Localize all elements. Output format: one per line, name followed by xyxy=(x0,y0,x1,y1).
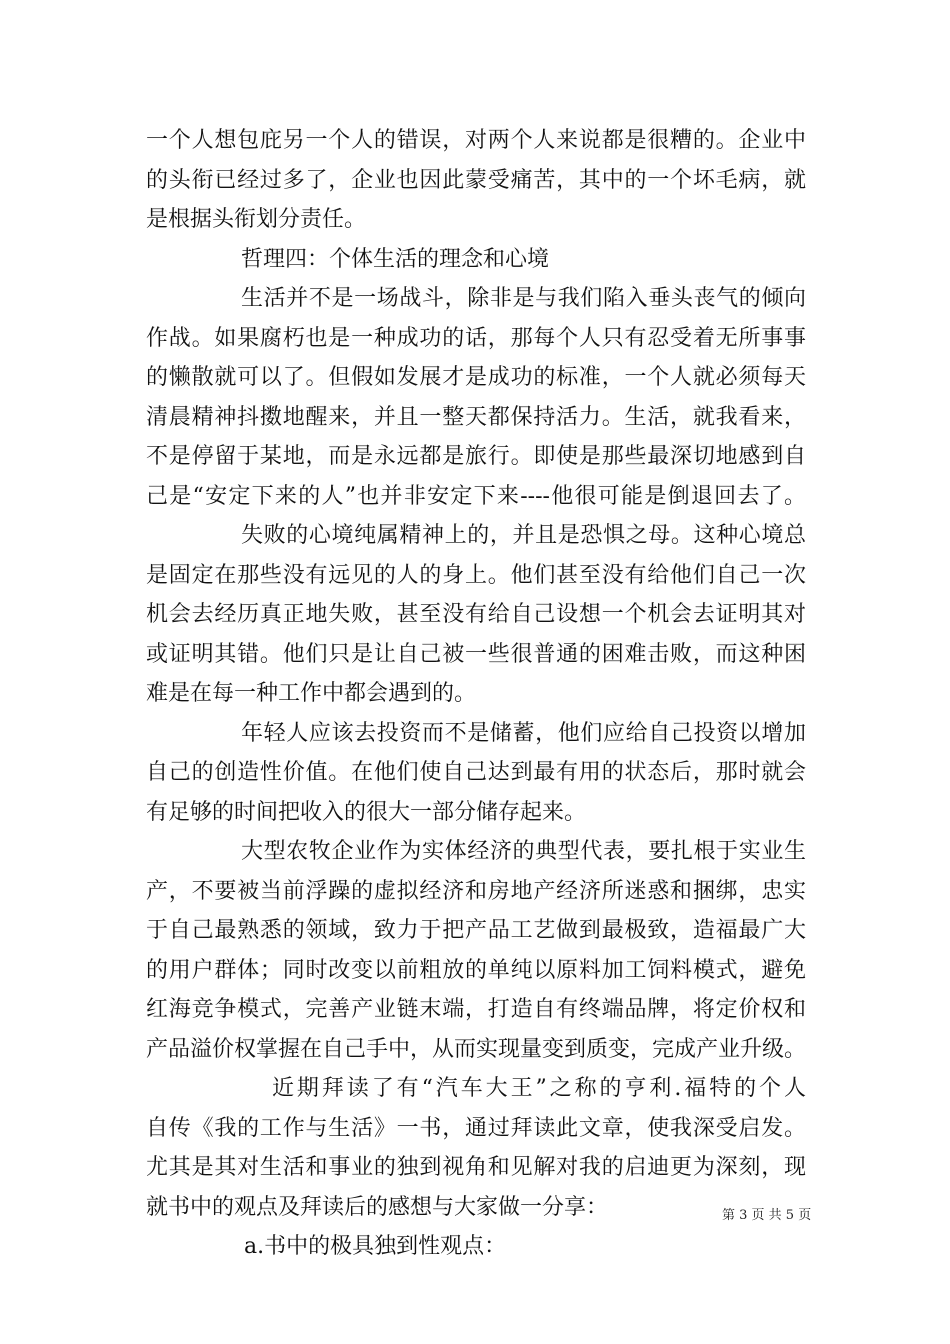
text-line: 是根据头衔划分责任。 xyxy=(146,207,367,232)
text-line: 有足够的时间把收入的很大一部分储存起来。 xyxy=(146,799,587,825)
text-line: 尤其是其对生活和事业的独到视角和见解对我的启迪更为深刻，现 xyxy=(146,1155,806,1180)
text-line: 产品溢价权掌握在自己手中，从而实现量变到质变，完成产业升级。 xyxy=(146,1036,807,1062)
text-line: 大型农牧企业作为实体经济的典型代表，要扎根于实业生 xyxy=(241,839,806,864)
text-line: 红海竞争模式，完善产业链末端，打造自有终端品牌，将定价权和 xyxy=(146,997,806,1022)
text-line: 自传《我的工作与生活》一书，通过拜读此文章，使我深受启发。 xyxy=(146,1115,806,1141)
text-line: 自己的创造性价值。在他们使自己达到最有用的状态后，那时就会 xyxy=(146,760,806,785)
text-line: 或证明其错。他们只是让自己被一些很普通的困难击败，而这种困 xyxy=(146,641,806,667)
text-line: 一个人想包庇另一个人的错误，对两个人来说都是很糟的。企业中 xyxy=(146,128,806,153)
text-line: 是固定在那些没有远见的人的身上。他们甚至没有给他们自己一次 xyxy=(146,562,806,588)
text-line: 机会去经历真正地失败，甚至没有给自己设想一个机会去证明其对 xyxy=(146,602,806,627)
text-line: 年轻人应该去投资而不是储蓄，他们应给自己投资以增加 xyxy=(241,720,806,746)
text-line: 就书中的观点及拜读后的感想与大家做一分享： xyxy=(146,1194,609,1220)
body-text xyxy=(146,121,806,1267)
text-line: 生活并不是一场战斗，除非是与我们陷入垂头丧气的倾向 xyxy=(241,286,806,311)
text-line: 的懒散就可以了。但假如发展才是成功的标准，一个人就必须每天 xyxy=(146,365,806,390)
text-line: 不是停留于某地，而是永远都是旅行。即使是那些最深切地感到自 xyxy=(146,444,806,469)
section-heading: 哲理四：个体生活的理念和心境 xyxy=(241,246,550,272)
text-line: 失败的心境纯属精神上的，并且是恐惧之母。这种心境总 xyxy=(241,523,806,548)
text-line: 的头衔已经过多了，企业也因此蒙受痛苦，其中的一个坏毛病，就 xyxy=(146,167,806,193)
text-line: 清晨精神抖擞地醒来，并且一整天都保持活力。生活，就我看来， xyxy=(146,404,806,430)
list-heading: a.书中的极具独到性观点： xyxy=(244,1234,507,1259)
text-line: 产，不要被当前浮躁的虚拟经济和房地产经济所迷惑和捆绑，忠实 xyxy=(146,878,806,904)
text-line: 作战。如果腐朽也是一种成功的话，那每个人只有忍受着无所事事 xyxy=(146,325,806,351)
text-line: 的用户群体；同时改变以前粗放的单纯以原料加工饲料模式，避免 xyxy=(146,957,806,983)
text-line: 己是“安定下来的人”也并非安定下来----他很可能是倒退回去了。 xyxy=(146,483,806,509)
page-number: 第 3 页 共 5 页 xyxy=(722,1208,812,1223)
text-line: 难是在每一种工作中都会遇到的。 xyxy=(146,681,477,706)
text-line: 近期拜读了有“汽车大王”之称的亨利.福特的个人 xyxy=(272,1076,806,1101)
text-line: 于自己最熟悉的领域，致力于把产品工艺做到最极致，造福最广大 xyxy=(146,918,806,943)
